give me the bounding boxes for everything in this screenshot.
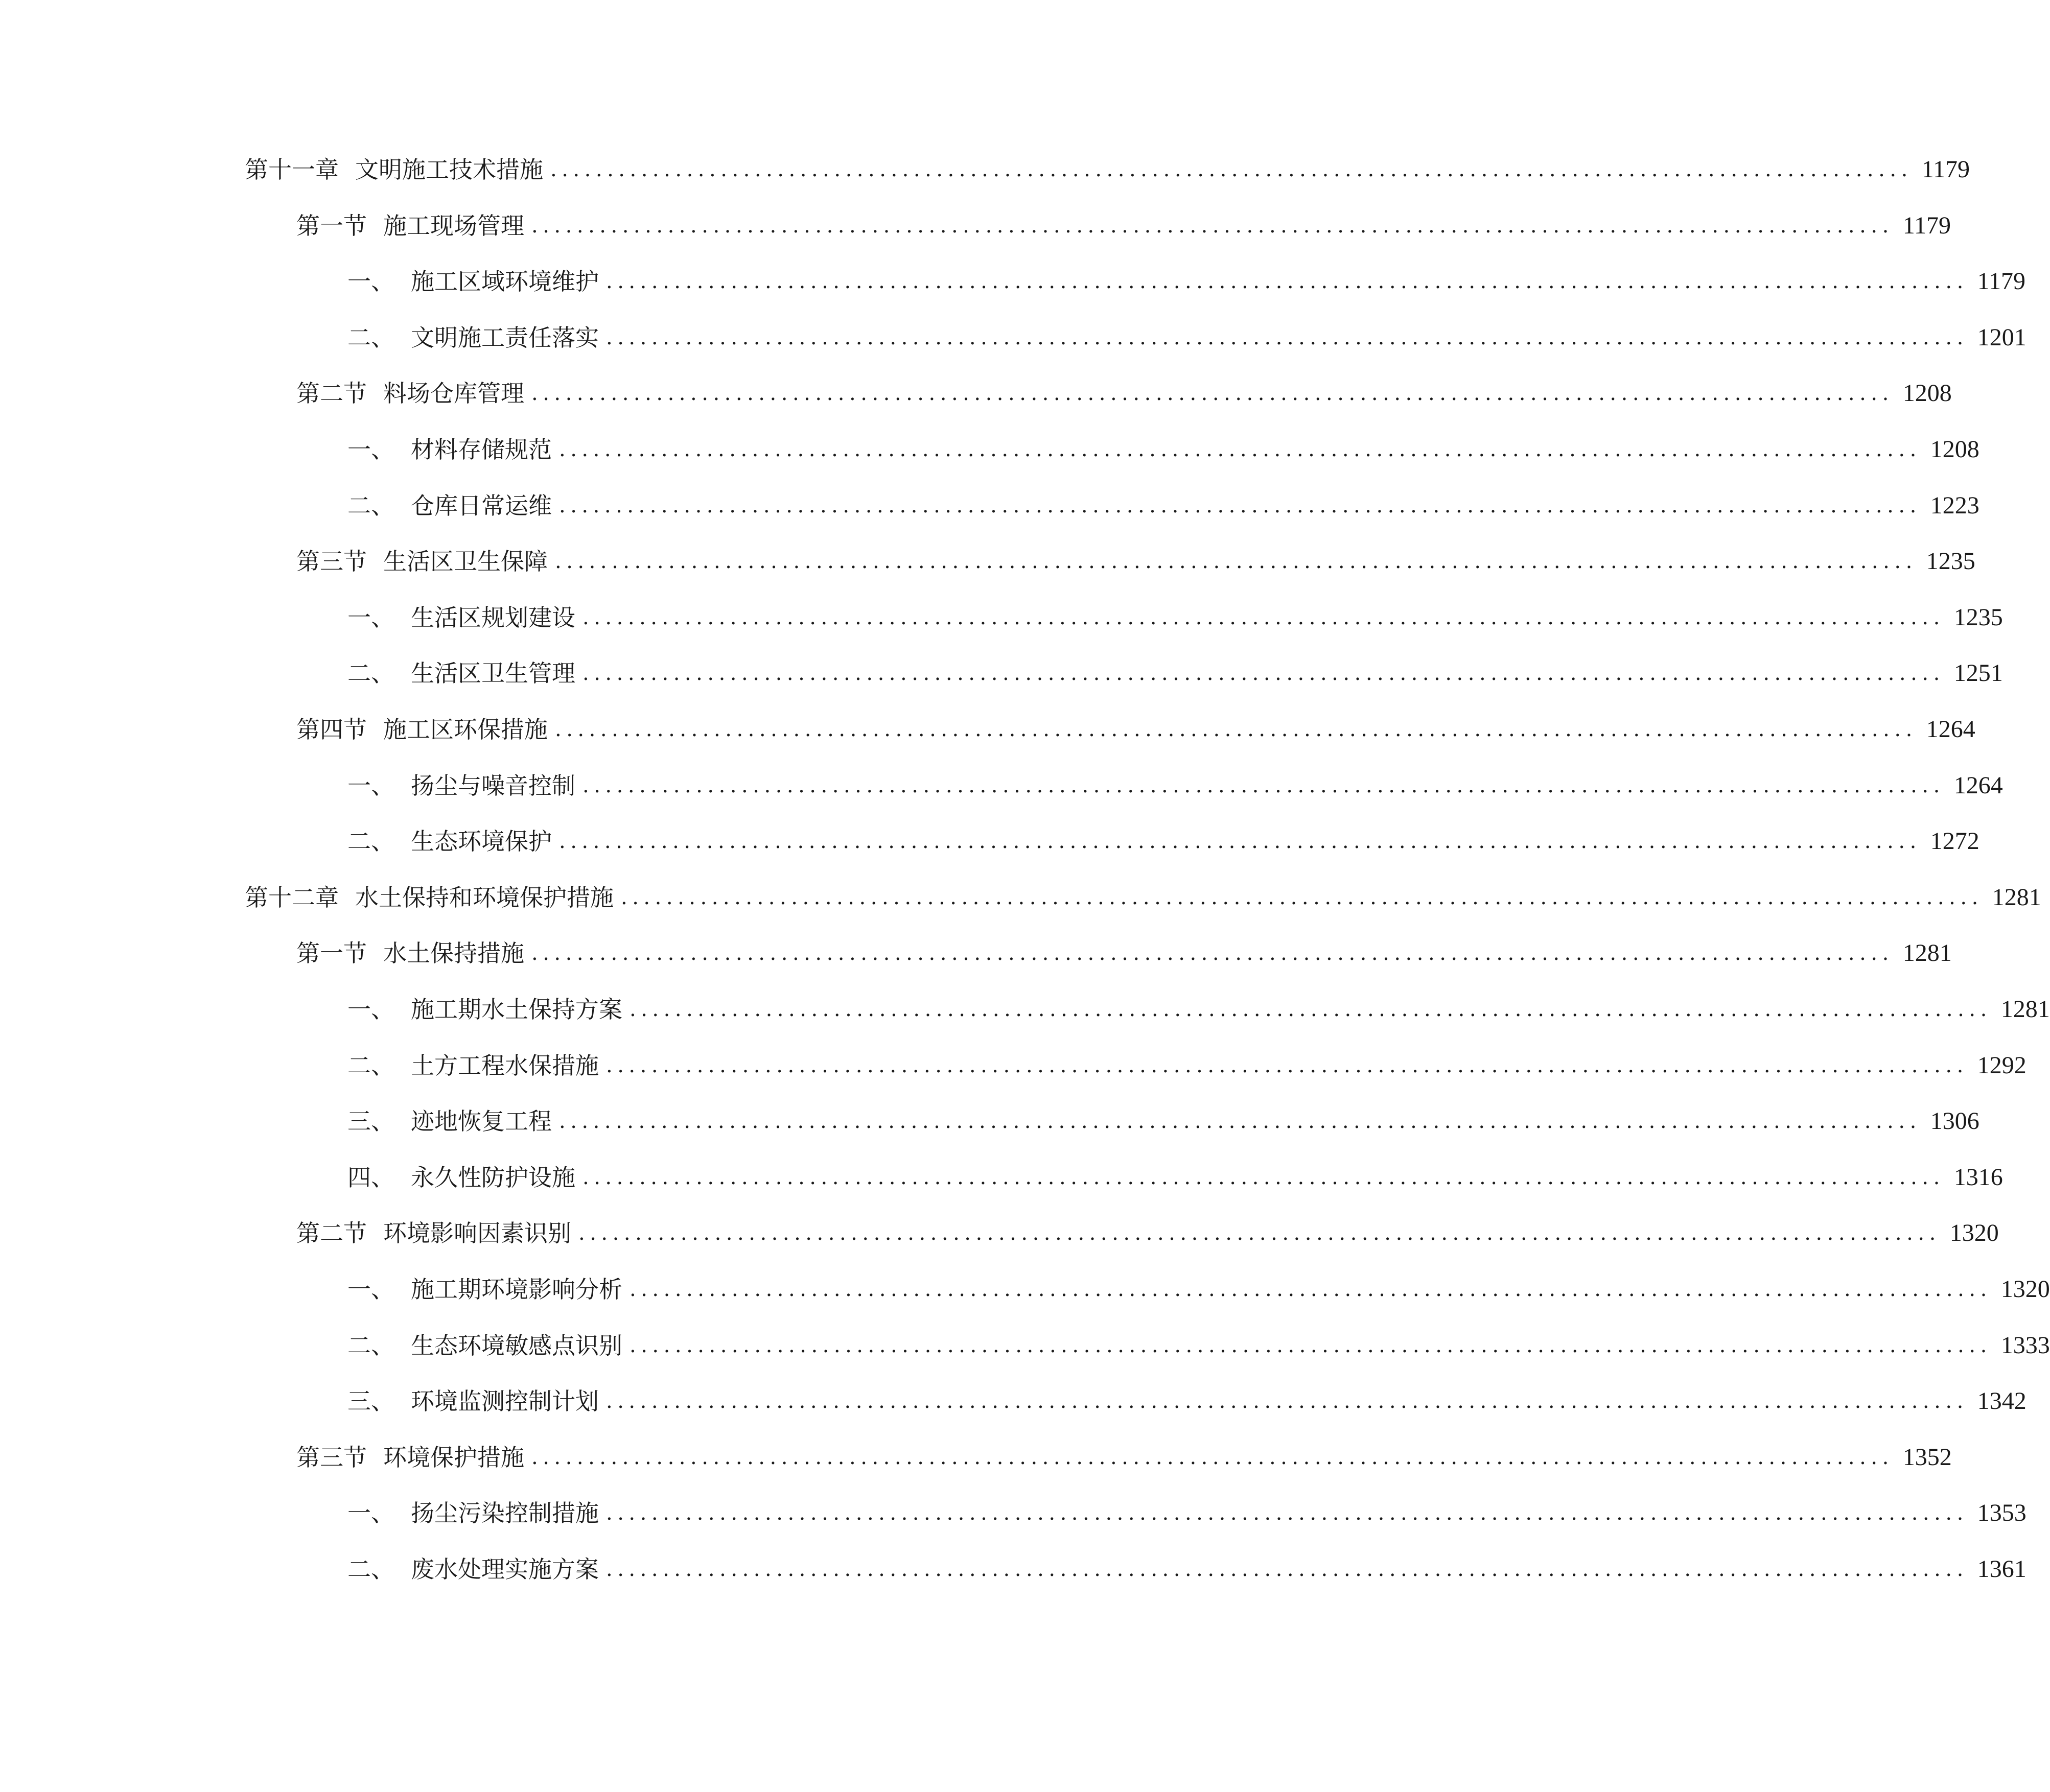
toc-entry-title: 料场仓库管理	[383, 380, 524, 408]
toc-entry-page-number: 1208	[1902, 380, 1952, 407]
toc-entry-title: 文明施工责任落实	[411, 323, 599, 351]
toc-entry-page-number: 1235	[1953, 603, 2003, 631]
toc-entry-number: 二、	[347, 659, 394, 688]
toc-dot-leader: ........................................................................................................................	[559, 1110, 1921, 1134]
toc-dot-leader: ........................................................................................................................	[606, 325, 1968, 349]
toc-entry-number: 第一节	[296, 939, 367, 968]
toc-entry-number: 第四节	[296, 716, 367, 743]
toc-entry-section[interactable]	[296, 933, 1952, 974]
toc-dot-leader: ........................................................................................................................	[559, 493, 1921, 517]
toc-dot-leader: ........................................................................................................................	[630, 998, 1992, 1021]
toc-entry-title: 生活区卫生保障	[383, 548, 548, 576]
toc-entry-page-number: 1281	[1992, 883, 2041, 911]
toc-entry-number: 二、	[347, 491, 394, 520]
toc-entry-item[interactable]	[347, 261, 2025, 302]
toc-entry-item[interactable]	[347, 1381, 2026, 1422]
toc-dot-leader: ........................................................................................................................	[559, 830, 1921, 854]
toc-entry-chapter[interactable]	[245, 149, 1970, 190]
toc-entry-title: 生态环境保护	[411, 828, 552, 856]
toc-entry-item[interactable]	[347, 1101, 1979, 1142]
toc-entry-number: 第三节	[296, 1443, 367, 1471]
toc-dot-leader: ........................................................................................................................	[531, 1445, 1894, 1469]
toc-entry-item[interactable]	[347, 1493, 2026, 1534]
toc-entry-number: 三、	[347, 1107, 394, 1136]
toc-entry-page-number: 1306	[1930, 1107, 1979, 1135]
toc-entry-number: 一、	[347, 603, 394, 631]
toc-entry-number: 第十二章	[245, 883, 339, 911]
toc-entry-item[interactable]	[347, 317, 2026, 358]
toc-dot-leader: ........................................................................................................................	[583, 773, 1945, 797]
toc-entry-title: 环境影响因素识别	[383, 1219, 571, 1247]
toc-entry-number: 一、	[347, 771, 394, 799]
toc-entry-page-number: 1342	[1977, 1387, 2026, 1415]
toc-entry-title: 扬尘污染控制措施	[411, 1499, 599, 1527]
toc-entry-title: 施工区环保措施	[383, 716, 548, 743]
toc-dot-leader: ........................................................................................................................	[630, 1333, 1992, 1357]
toc-dot-leader: ........................................................................................................................	[606, 1558, 1968, 1581]
toc-entry-number: 第三节	[296, 548, 367, 576]
toc-dot-leader: ........................................................................................................................	[583, 662, 1945, 686]
toc-entry-title: 废水处理实施方案	[411, 1555, 599, 1583]
toc-entry-item[interactable]	[347, 653, 2003, 694]
toc-dot-leader: ........................................................................................................................	[550, 158, 1913, 181]
toc-entry-page-number: 1264	[1953, 771, 2003, 799]
toc-entry-title: 环境监测控制计划	[411, 1387, 599, 1416]
toc-entry-page-number: 1281	[1902, 939, 1952, 967]
toc-entry-title: 材料存储规范	[411, 436, 552, 463]
toc-entry-item[interactable]	[347, 989, 2050, 1030]
toc-entry-chapter[interactable]	[245, 877, 2041, 918]
toc-entry-item[interactable]	[347, 765, 2003, 806]
toc-entry-item[interactable]	[347, 821, 1979, 862]
toc-entry-item[interactable]	[347, 1157, 2003, 1198]
toc-entry-title: 生活区规划建设	[411, 603, 575, 631]
toc-dot-leader: ........................................................................................................................	[559, 438, 1921, 461]
toc-entry-number: 一、	[347, 1276, 394, 1303]
toc-dot-leader: ........................................................................................................................	[578, 1221, 1941, 1245]
toc-entry-number: 四、	[347, 1163, 394, 1191]
toc-entry-section[interactable]	[296, 1437, 1952, 1478]
toc-entry-page-number: 1179	[1977, 268, 2025, 295]
toc-dot-leader: ........................................................................................................................	[606, 270, 1968, 294]
toc-dot-leader: ........................................................................................................................	[630, 1278, 1992, 1301]
toc-entry-page-number: 1223	[1930, 491, 1979, 519]
toc-entry-item[interactable]	[347, 1045, 2026, 1086]
toc-entry-number: 一、	[347, 1499, 394, 1527]
toc-entry-item[interactable]	[347, 1549, 2026, 1590]
toc-entry-title: 水土保持措施	[383, 939, 524, 968]
toc-dot-leader: ........................................................................................................................	[583, 1165, 1945, 1189]
toc-entry-title: 仓库日常运维	[411, 491, 552, 520]
toc-dot-leader: ........................................................................................................................	[531, 382, 1894, 406]
toc-entry-title: 迹地恢复工程	[411, 1107, 552, 1136]
toc-entry-page-number: 1179	[1921, 156, 1970, 183]
toc-entry-section[interactable]	[296, 1213, 1999, 1254]
toc-dot-leader: ........................................................................................................................	[555, 550, 1917, 574]
toc-entry-page-number: 1208	[1930, 436, 1979, 463]
toc-dot-leader: ........................................................................................................................	[583, 605, 1945, 629]
toc-entry-title: 施工现场管理	[383, 211, 524, 240]
toc-entry-number: 一、	[347, 436, 394, 463]
toc-dot-leader: ........................................................................................................................	[606, 1389, 1968, 1413]
toc-entry-item[interactable]	[347, 1325, 2050, 1366]
toc-entry-page-number: 1320	[2000, 1276, 2050, 1303]
toc-entry-page-number: 1361	[1977, 1555, 2026, 1583]
toc-entry-section[interactable]	[296, 373, 1952, 414]
toc-entry-number: 一、	[347, 268, 394, 296]
toc-entry-page-number: 1292	[1977, 1051, 2026, 1079]
toc-entry-number: 二、	[347, 1051, 394, 1079]
toc-entry-page-number: 1235	[1926, 548, 1975, 575]
toc-entry-page-number: 1333	[2000, 1331, 2050, 1359]
toc-entry-page-number: 1281	[2000, 996, 2050, 1023]
toc-entry-title: 施工区域环境维护	[411, 268, 599, 296]
toc-entry-number: 第二节	[296, 380, 367, 408]
toc-entry-item[interactable]	[347, 485, 1979, 526]
toc-entry-title: 土方工程水保措施	[411, 1051, 599, 1079]
toc-dot-leader: ........................................................................................................................	[606, 1501, 1968, 1525]
toc-entry-page-number: 1201	[1977, 323, 2026, 351]
toc-dot-leader: ........................................................................................................................	[555, 718, 1917, 741]
toc-entry-page-number: 1264	[1926, 716, 1975, 743]
toc-entry-number: 二、	[347, 1331, 394, 1359]
toc-entry-title: 施工期环境影响分析	[411, 1276, 622, 1303]
toc-dot-leader: ........................................................................................................................	[531, 941, 1894, 965]
toc-entry-title: 水土保持和环境保护措施	[355, 883, 614, 911]
toc-entry-section[interactable]	[296, 709, 1975, 750]
toc-entry-section[interactable]	[296, 205, 1951, 246]
toc-entry-title: 扬尘与噪音控制	[411, 771, 575, 799]
toc-entry-section[interactable]	[296, 541, 1975, 582]
toc-entry-number: 二、	[347, 828, 394, 856]
toc-entry-number: 二、	[347, 1555, 394, 1583]
toc-entry-item[interactable]	[347, 429, 1979, 470]
toc-entry-page-number: 1316	[1953, 1163, 2003, 1191]
toc-entry-title: 环境保护措施	[383, 1443, 524, 1471]
toc-dot-leader: ........................................................................................................................	[531, 214, 1894, 238]
toc-entry-number: 一、	[347, 996, 394, 1023]
toc-dot-leader: ........................................................................................................................	[606, 1053, 1968, 1077]
toc-entry-page-number: 1251	[1953, 659, 2003, 687]
toc-entry-page-number: 1352	[1902, 1443, 1952, 1471]
toc-entry-title: 施工期水土保持方案	[411, 996, 622, 1023]
toc-dot-leader: ........................................................................................................................	[621, 885, 1983, 909]
toc-entry-item[interactable]	[347, 1269, 2050, 1310]
toc-entry-number: 三、	[347, 1387, 394, 1416]
toc-entry-number: 第二节	[296, 1219, 367, 1247]
toc-entry-title: 文明施工技术措施	[355, 156, 543, 183]
toc-entry-page-number: 1353	[1977, 1499, 2026, 1527]
toc-entry-page-number: 1320	[1949, 1219, 1999, 1247]
toc-entry-page-number: 1179	[1902, 211, 1951, 239]
toc-entry-number: 二、	[347, 323, 394, 351]
toc-entry-title: 生活区卫生管理	[411, 659, 575, 688]
toc-entry-number: 第一节	[296, 211, 367, 240]
toc-entry-number: 第十一章	[245, 156, 339, 183]
toc-entry-title: 生态环境敏感点识别	[411, 1331, 622, 1359]
toc-entry-item[interactable]	[347, 597, 2003, 638]
toc-entry-title: 永久性防护设施	[411, 1163, 575, 1191]
toc-entry-page-number: 1272	[1930, 828, 1979, 855]
